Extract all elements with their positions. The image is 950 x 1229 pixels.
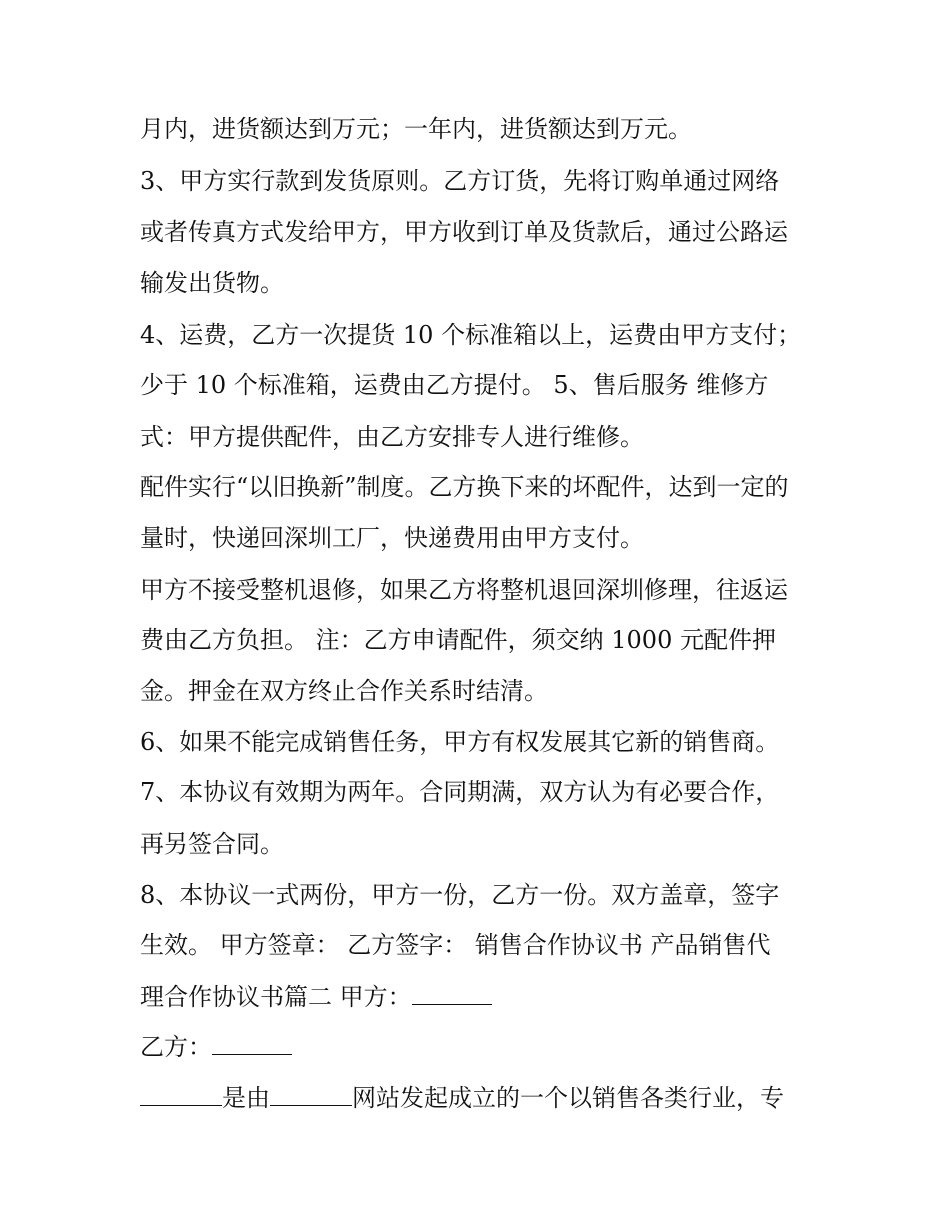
text-line: 输发出货物。: [140, 269, 284, 297]
text-line: 月内，进货额达到万元；一年内，进货额达到万元。: [140, 115, 692, 143]
text-line: 金。押金在双方终止合作关系时结清。: [140, 677, 548, 705]
text-line: 生效。 甲方签章： 乙方签字： 销售合作协议书 产品销售代: [140, 931, 771, 959]
text-line-with-blanks: [140, 1083, 784, 1113]
line-text: 是由: [222, 1084, 270, 1112]
text-line: 7、本协议有效期为两年。合同期满，双方认为有必要合作，: [140, 778, 780, 806]
text-line: 少于 10 个标准箱，运费由乙方提付。 5、售后服务 维修方: [140, 371, 769, 399]
line-text: 乙方：: [140, 1033, 212, 1061]
text-line: 或者传真方式发给甲方，甲方收到订单及货款后，通过公路运: [140, 218, 788, 246]
text-line: 8、本协议一式两份，甲方一份，乙方一份。双方盖章，签字: [140, 881, 780, 909]
text-line: 再另签合同。: [140, 830, 284, 858]
text-line: 3、甲方实行款到发货原则。乙方订货，先将订购单通过网络: [140, 167, 780, 195]
line-text: 理合作协议书篇二 甲方：: [140, 983, 412, 1011]
text-line: 费由乙方负担。 注：乙方申请配件，须交纳 1000 元配件押: [140, 626, 776, 654]
blank-underline: [270, 1083, 352, 1106]
text-line-with-blank: [140, 982, 492, 1012]
text-line: 6、如果不能完成销售任务，甲方有权发展其它新的销售商。: [140, 728, 780, 756]
text-line-with-blank: [140, 1032, 292, 1062]
blank-underline: [212, 1032, 292, 1055]
blank-underline: [140, 1083, 222, 1106]
text-line: 甲方不接受整机退修，如果乙方将整机退回深圳修理，往返运: [140, 576, 788, 604]
text-line: 量时，快递回深圳工厂，快递费用由甲方支付。: [140, 524, 644, 552]
text-line: 式：甲方提供配件，由乙方安排专人进行维修。: [140, 423, 644, 451]
line-text: 网站发起成立的一个以销售各类行业，专: [352, 1084, 784, 1112]
blank-underline: [412, 982, 492, 1005]
text-line: 配件实行“以旧换新”制度。乙方换下来的坏配件，达到一定的: [140, 473, 789, 501]
text-line: 4、运费，乙方一次提货 10 个标准箱以上，运费由甲方支付；: [140, 321, 802, 349]
